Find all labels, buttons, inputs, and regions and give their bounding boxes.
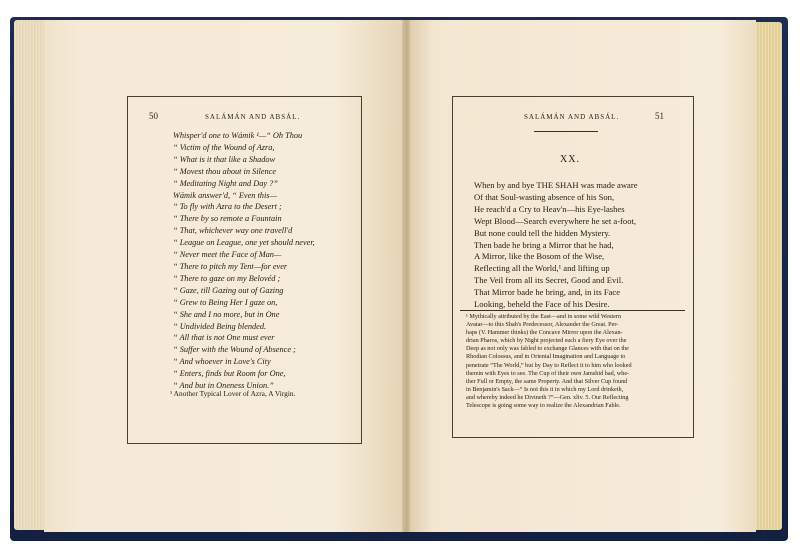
- footnote-line: haps (V. Hammer thinks) the Concave Mirror upon the Alexan-: [466, 329, 623, 337]
- footnote-line: Rhodian Colossus, and in Oriental Imagination and Language to: [466, 353, 626, 361]
- poem-line: “ She and I no more, but in One: [173, 309, 280, 319]
- footnote-line: in Benjamin's Sack—“ Is not this it in which my Lord drinketh,: [466, 385, 624, 393]
- left-running-head: SALÁMÁN AND ABSÁL.: [205, 113, 301, 121]
- footnote-line: ther Full or Empty, the same Property. And that Silver Cup found: [466, 377, 628, 385]
- poem-line: Of that Soul-wasting absence of his Son,: [474, 191, 615, 202]
- footnote-line: penetrate “The World,” but by Day to Reflect it to him who looked: [466, 361, 632, 369]
- poem-line: Wept Blood—Search everywhere he set a-foot,: [474, 215, 637, 226]
- section-number: XX.: [560, 154, 580, 165]
- left-footnote: ¹ Another Typical Lover of Azra, A Virgin.: [170, 389, 296, 398]
- poem-line: He reach'd a Cry to Heav'n—his Eye-lashes: [474, 203, 625, 214]
- poem-line: “ Grew to Being Her I gaze on,: [173, 297, 278, 307]
- footnote-line: Avatar—to this Shah's Predecessor, Alexander the Great. Per-: [466, 321, 619, 329]
- poem-line: “ Never meet the Face of Man—: [173, 250, 282, 260]
- header-rule: [534, 131, 598, 132]
- book-gutter: [402, 20, 410, 532]
- poem-line: Looking, beheld the Face of his Desire.: [474, 299, 610, 310]
- poem-line: “ There by so remote a Fountain: [173, 214, 282, 224]
- poem-line: When by and bye THE SHAH was made aware: [474, 180, 638, 190]
- right-footnote: [466, 313, 682, 410]
- footnote-line: drian Pharos, which by Night projected such a fiery Eye over the: [466, 337, 627, 345]
- poem-line: That Mirror bade he bring, and, in its Face: [474, 287, 621, 298]
- poem-line: “ And but in Oneness Union.”: [173, 381, 274, 391]
- left-page-number: 50: [149, 111, 158, 121]
- left-poem: [173, 130, 373, 392]
- poem-line: Whisper'd one to Wámik ¹—“ Oh Thou: [173, 131, 303, 140]
- poem-line: “ What is it that like a Shadow: [173, 154, 276, 164]
- poem-line: “ There to pitch my Tent—for ever: [173, 261, 288, 271]
- poem-line: “ That, whichever way one travell'd: [173, 226, 293, 236]
- poem-line: “ Gaze, till Gazing out of Gazing: [173, 285, 284, 295]
- poem-line: “ League on League, one yet should never,: [173, 238, 315, 248]
- poem-line: “ Undivided Being blended.: [173, 321, 267, 331]
- right-page-number: 51: [655, 111, 664, 121]
- poem-line: “ And whoever in Love's City: [173, 357, 271, 367]
- footnote-line: therein with Eyes to see. The Cup of their own Jamshid had, whe-: [466, 369, 630, 377]
- footnote-rule: [460, 310, 685, 311]
- poem-line: “ Meditating Night and Day ?”: [173, 178, 278, 188]
- footnote-line: Telescope is going some way to realize the Alexandrian Fable.: [466, 402, 621, 410]
- poem-line: Then bade he bring a Mirror that he had,: [474, 239, 614, 250]
- right-running-head: SALÁMÁN AND ABSÁL.: [524, 113, 620, 121]
- poem-line: “ Suffer with the Wound of Absence ;: [173, 345, 296, 355]
- poem-line: Reflecting all the World,¹ and lifting up: [474, 263, 610, 274]
- page-edges-left: [14, 20, 48, 530]
- poem-line: The Veil from all its Secret, Good and Evil.: [474, 275, 624, 286]
- footnote-line: Deep as not only was fabled to exchange Glances with that on the: [466, 345, 629, 353]
- poem-line: “ All that is not One must ever: [173, 333, 275, 343]
- footnote-line: and whereby indeed he Divineth ?”—Gen. xliv. 5. Our Reflecting: [466, 393, 629, 401]
- poem-line: “ Victim of the Wound of Azra,: [173, 142, 275, 152]
- page-edges-right: [752, 22, 782, 530]
- poem-line: “ Enters, finds but Room for One,: [173, 369, 286, 379]
- poem-line: “ Movest thou about in Silence: [173, 166, 277, 176]
- poem-line: “ To fly with Azra to the Desert ;: [173, 202, 282, 212]
- footnote-line: ¹ Mythically attributed by the East—and in some wild Western: [466, 313, 622, 320]
- right-poem: [474, 180, 694, 311]
- poem-line: A Mirror, like the Bosom of the Wise,: [474, 251, 605, 262]
- poem-line: “ There to gaze on my Belovéd ;: [173, 273, 281, 283]
- poem-line: But none could tell the hidden Mystery.: [474, 227, 611, 238]
- poem-line: Wámik answer'd, “ Even this—: [173, 190, 277, 200]
